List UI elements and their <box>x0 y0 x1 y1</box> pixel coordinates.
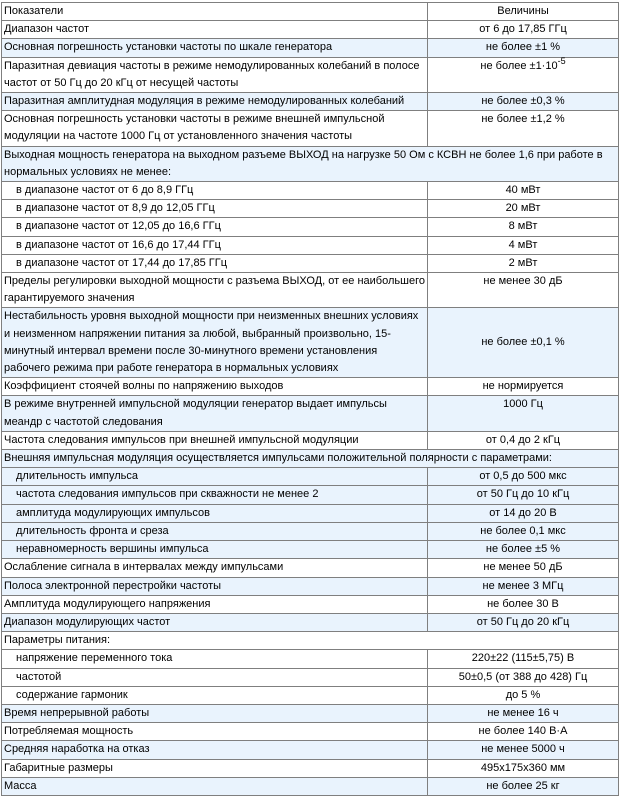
table-row <box>2 578 619 596</box>
parameter-label: Паразитная девиация частоты в режиме немодулированных колебаний в полосе частот от 50 Гц до 20 кГц от несущей частоты <box>2 58 428 93</box>
table-row <box>2 723 619 741</box>
parameter-value <box>428 741 619 759</box>
parameter-label: неравномерность вершины импульса <box>2 541 428 559</box>
parameter-label: в диапазоне частот от 6 до 8,9 ГГц <box>2 182 428 200</box>
value-text: не менее 16 ч <box>487 706 559 719</box>
value-text: 495x175x360 мм <box>480 761 566 774</box>
value-text: не более ±1 % <box>485 41 561 54</box>
parameter-label: Частота следования импульсов при внешней импульсной модуляции <box>2 432 428 450</box>
parameter-label: Основная погрешность установки частоты в режиме внешней импульсной модуляции на частоте 1000 Гц от установленного значения частоты <box>2 111 428 146</box>
parameter-label: Пределы регулировки выходной мощности с разъема ВЫХОД, от ее наибольшего гарантируемого значения <box>2 273 428 308</box>
parameter-value <box>428 93 619 111</box>
table-row <box>2 669 619 687</box>
parameter-value <box>428 559 619 577</box>
value-text: 8 мВт <box>508 220 538 233</box>
parameter-label: длительность фронта и среза <box>2 523 428 541</box>
parameter-value <box>428 687 619 705</box>
table-row <box>2 505 619 523</box>
parameter-label: напряжение переменного тока <box>2 650 428 668</box>
value-text: от 6 до 17,85 ГГц <box>479 23 567 36</box>
parameter-value <box>428 111 619 146</box>
table-row <box>2 58 619 93</box>
table-row <box>2 273 619 308</box>
value-text: от 0,5 до 500 мкс <box>479 470 567 483</box>
table-row <box>2 468 619 486</box>
value-text: 1000 Гц <box>503 398 543 411</box>
parameter-label: в диапазоне частот от 16,6 до 17,44 ГГц <box>2 237 428 255</box>
value-text: не нормируется <box>482 380 564 393</box>
parameter-value <box>428 255 619 273</box>
parameter-label: Диапазон модулирующих частот <box>2 614 428 632</box>
table-row <box>2 596 619 614</box>
table-row <box>2 378 619 396</box>
table-row <box>2 523 619 541</box>
value-text: не более ±5 % <box>485 543 561 556</box>
table-row <box>2 486 619 504</box>
value-exponent: -5 <box>557 55 566 66</box>
parameter-label: Средняя наработка на отказ <box>2 741 428 759</box>
table-row <box>2 778 619 796</box>
value-text: от 0,4 до 2 кГц <box>485 433 561 446</box>
parameter-value <box>428 308 619 378</box>
parameter-value <box>428 505 619 523</box>
table-section-row <box>2 450 619 468</box>
section-label: Внешняя импульсная модуляция осуществляется импульсами положительной полярности с параметрами: <box>2 450 619 468</box>
parameter-value <box>428 723 619 741</box>
table-row <box>2 650 619 668</box>
table-section-row <box>2 632 619 650</box>
table-row <box>2 741 619 759</box>
parameter-label: амплитуда модулирующих импульсов <box>2 505 428 523</box>
table-row <box>2 200 619 218</box>
parameter-label: Полоса электронной перестройки частоты <box>2 578 428 596</box>
value-text: не менее 30 дБ <box>483 275 563 288</box>
table-row <box>2 218 619 236</box>
parameter-value <box>428 541 619 559</box>
table-row <box>2 308 619 378</box>
parameter-value <box>428 760 619 778</box>
parameter-label: Паразитная амплитудная модуляция в режиме немодулированных колебаний <box>2 93 428 111</box>
parameter-label: в диапазоне частот от 12,05 до 16,6 ГГц <box>2 218 428 236</box>
parameter-label: В режиме внутренней импульсной модуляции генератор выдает импульсы меандр с частотой следования <box>2 396 428 431</box>
parameter-value <box>428 396 619 431</box>
parameter-label: Габаритные размеры <box>2 760 428 778</box>
parameter-value <box>428 614 619 632</box>
value-text: 20 мВт <box>505 202 541 215</box>
header-parameter: Показатели <box>2 3 428 21</box>
table-body <box>2 21 619 796</box>
table-row <box>2 760 619 778</box>
parameter-value <box>428 778 619 796</box>
value-text: не более 25 кг <box>486 779 560 792</box>
value-text: не менее 3 МГц <box>482 579 564 592</box>
header-value: Величины <box>428 3 619 21</box>
parameter-value <box>428 432 619 450</box>
parameter-label: Ослабление сигнала в интервалах между импульсами <box>2 559 428 577</box>
value-text: 40 мВт <box>505 184 541 197</box>
parameter-value <box>428 378 619 396</box>
parameter-value <box>428 650 619 668</box>
value-text: 50±0,5 (от 388 до 428) Гц <box>458 670 588 683</box>
parameter-label: частота следования импульсов при скважности не менее 2 <box>2 486 428 504</box>
table-row <box>2 255 619 273</box>
value-text: до 5 % <box>505 688 541 701</box>
parameter-label: в диапазоне частот от 8,9 до 12,05 ГГц <box>2 200 428 218</box>
value-text: не более 140 В·А <box>478 725 568 738</box>
table-row <box>2 432 619 450</box>
parameter-value <box>428 523 619 541</box>
parameter-label: Амплитуда модулирующего напряжения <box>2 596 428 614</box>
value-text: не более 0,1 мкс <box>480 524 566 537</box>
parameter-label: Основная погрешность установки частоты по шкале генератора <box>2 39 428 57</box>
parameter-label: Диапазон частот <box>2 21 428 39</box>
table-row <box>2 237 619 255</box>
parameter-label: Время непрерывной работы <box>2 705 428 723</box>
parameter-value <box>428 237 619 255</box>
table-header-row <box>2 3 619 21</box>
value-text: от 50 Гц до 10 кГц <box>476 488 570 501</box>
parameter-value <box>428 578 619 596</box>
parameter-value <box>428 200 619 218</box>
value-text: не более ±0,1 % <box>481 336 565 349</box>
parameter-label: Потребляемая мощность <box>2 723 428 741</box>
value-text: 220±22 (115±5,75) В <box>471 652 575 665</box>
parameter-value <box>428 669 619 687</box>
table-row <box>2 111 619 146</box>
section-label: Выходная мощность генератора на выходном разъеме ВЫХОД на нагрузке 50 Ом с КСВН не более 1,6 при работе в нормальных условиях не менее: <box>2 147 619 182</box>
table-row <box>2 21 619 39</box>
table-row <box>2 39 619 57</box>
parameter-label: Масса <box>2 778 428 796</box>
parameter-label: длительность импульса <box>2 468 428 486</box>
parameter-label: Коэффициент стоячей волны по напряжению выходов <box>2 378 428 396</box>
value-text: от 14 до 20 В <box>489 506 557 519</box>
table-row <box>2 93 619 111</box>
value-text: не более ±1·10 <box>480 59 558 72</box>
parameter-value <box>428 182 619 200</box>
table-row <box>2 614 619 632</box>
table-row <box>2 396 619 431</box>
parameter-value <box>428 273 619 308</box>
table-row <box>2 687 619 705</box>
parameter-value <box>428 218 619 236</box>
parameter-value <box>428 39 619 57</box>
value-text: 4 мВт <box>508 238 538 251</box>
parameter-label: в диапазоне частот от 17,44 до 17,85 ГГц <box>2 255 428 273</box>
parameter-value <box>428 705 619 723</box>
parameter-label: содержание гармоник <box>2 687 428 705</box>
parameter-label: частотой <box>2 669 428 687</box>
value-text: не более ±1,2 % <box>481 113 565 126</box>
parameter-value <box>428 486 619 504</box>
value-text: 2 мВт <box>508 256 538 269</box>
value-text: не более ±0,3 % <box>481 95 565 108</box>
parameter-value <box>428 596 619 614</box>
parameter-value <box>428 468 619 486</box>
value-text: не менее 5000 ч <box>481 743 565 756</box>
value-text: от 50 Гц до 20 кГц <box>476 615 570 628</box>
specifications-table <box>1 2 619 796</box>
section-label: Параметры питания: <box>2 632 619 650</box>
value-text: не менее 50 дБ <box>483 561 563 574</box>
table-row <box>2 182 619 200</box>
value-text: не более 30 В <box>487 597 559 610</box>
table-section-row <box>2 147 619 182</box>
table-row <box>2 559 619 577</box>
parameter-value <box>428 55 619 93</box>
parameter-value <box>428 21 619 39</box>
parameter-label: Нестабильность уровня выходной мощности при неизменных внешних условиях и неизменном напряжении питания за любой, выбранный произвольно, 15-минутный интервал времени после 30-минутного времени установления рабочего режима при работе генератора в нормальных условиях <box>2 308 428 378</box>
table-row <box>2 541 619 559</box>
table-row <box>2 705 619 723</box>
